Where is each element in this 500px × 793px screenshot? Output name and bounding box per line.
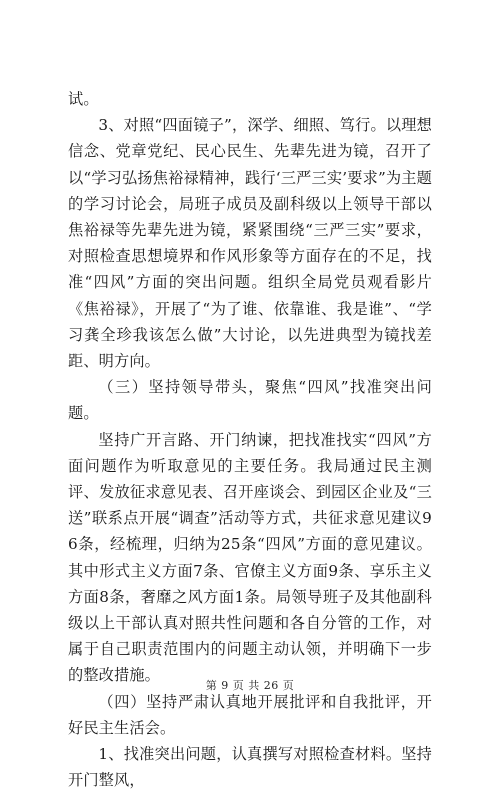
section-heading-four: （四）坚持严肃认真地开展批评和自我批评，开好民主生活会。	[68, 692, 432, 737]
section-heading-three: （三）坚持领导带头，聚焦“四风”找准突出问题。	[68, 378, 432, 423]
page-footer: 第 9 页 共 26 页	[205, 679, 295, 692]
paragraph-four-mirrors: 3、对照“四面镜子”，深学、细照、笃行。以理想信念、党章党纪、民心民生、先辈先进为镜，召开了以“学习弘扬焦裕禄精神，践行‘三严三实’要求”为主题的学习讨论会，局班子成员及副科级以上领导干部以焦裕禄等先辈先进为镜，紧紧围绕“三严三实”要求，对照检查思想境界和作风形象等方面存在的不足，找准“四风”方面的突出问题。组织全局党员观看影片《焦裕禄》，开展了“为了谁、依靠谁、我是谁”、“学习龚全珍我该怎么做”大讨论，以先进典型为镜找差距、明方向。	[68, 116, 432, 371]
paragraph-identify-problems: 1、找准突出问题，认真撰写对照检查材料。坚持开门整风，	[68, 745, 432, 790]
paragraph-continuation: 试。	[68, 90, 99, 108]
paragraph-feedback-collection: 坚持广开言路、开门纳谏，把找准找实“四风”方面问题作为听取意见的主要任务。我局通过民主测评、发放征求意见表、召开座谈会、到园区企业及“三送”联系点开展“调查”活动等方式，共征求意见建议96条，经梳理，归纳为25条“四风”方面的意见建议。其中形式主义方面7条、官僚主义方面9条、享乐主义方面8条，奢靡之风方面1条。局领导班子及其他副科级以上干部认真对照共性问题和各自分管的工作，对属于自己职责范围内的问题主动认领，并明确下一步的整改措施。	[68, 430, 432, 685]
